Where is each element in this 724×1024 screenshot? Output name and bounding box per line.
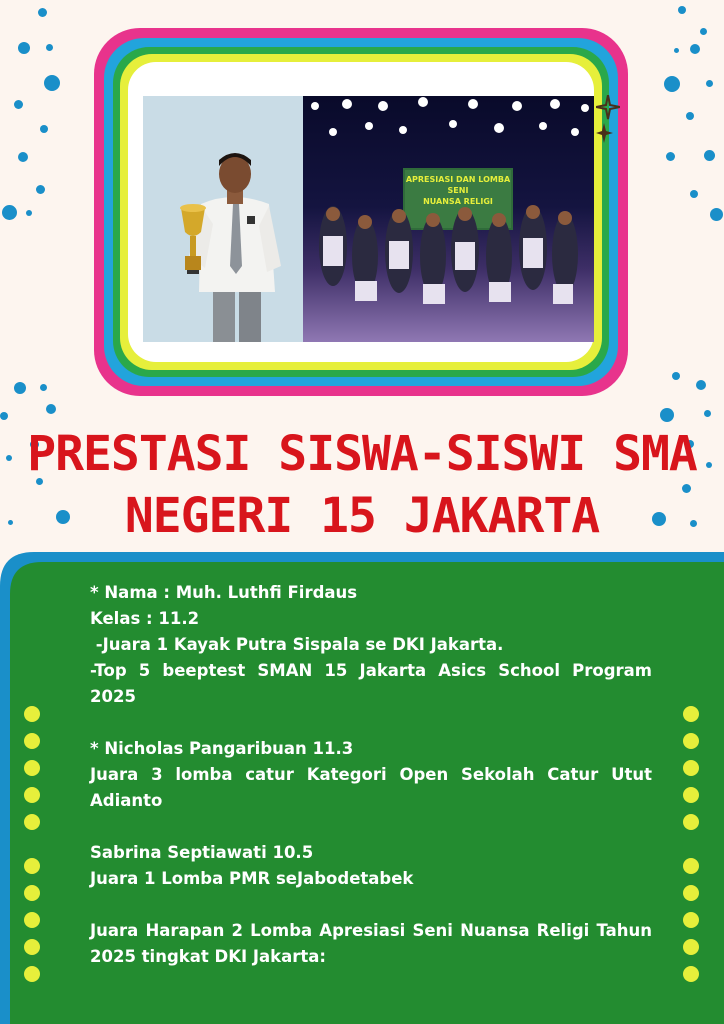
decor-dot <box>674 48 679 53</box>
decor-dot <box>686 112 694 120</box>
student-1-achievement-1: -Juara 1 Kayak Putra Sispala se DKI Jakarta. <box>90 635 504 654</box>
student-3-name: Sabrina Septiawati 10.5 <box>90 843 314 862</box>
decor-dot <box>710 208 723 221</box>
decor-dot <box>18 42 30 54</box>
student-trophy-photo <box>143 96 303 342</box>
stage-banner-line1: APRESIASI DAN LOMBA SENI <box>405 175 511 195</box>
decor-yellow-dot <box>683 885 699 901</box>
decor-dot <box>18 152 28 162</box>
stage-banner-line2: NUANSA RELIGI <box>423 197 493 206</box>
decor-dot <box>2 205 17 220</box>
student-1-achievement-2: -Top 5 beeptest SMAN 15 Jakarta Asics School Program 2025 <box>90 661 652 706</box>
decor-yellow-dot <box>683 706 699 722</box>
sparkle-icon <box>596 95 620 145</box>
decor-yellow-dot <box>24 966 40 982</box>
decor-dot <box>46 404 56 414</box>
decor-yellow-dot <box>24 760 40 776</box>
decor-dot <box>690 190 698 198</box>
decor-yellow-dot <box>683 939 699 955</box>
decor-yellow-dot <box>683 733 699 749</box>
decor-dot <box>664 76 680 92</box>
decor-yellow-dot <box>683 858 699 874</box>
stage-banner <box>403 174 513 207</box>
decor-dot <box>678 6 686 14</box>
page-title-line2: NEGERI 15 JAKARTA <box>124 488 600 544</box>
student-2-achievement-1: Juara 3 lomba catur Kategori Open Sekolah Catur Utut Adianto <box>90 765 652 810</box>
decor-yellow-dot <box>24 885 40 901</box>
student-2-name: * Nicholas Pangaribuan 11.3 <box>90 739 354 758</box>
decor-dot <box>40 125 48 133</box>
decor-dot <box>706 80 713 87</box>
student-1-class: Kelas : 11.2 <box>90 609 200 628</box>
decor-dot <box>690 44 700 54</box>
decor-dot <box>0 412 8 420</box>
student-figure-illustration <box>143 96 303 342</box>
decor-dot <box>36 185 45 194</box>
decor-yellow-dot <box>24 814 40 830</box>
decor-dot <box>14 100 23 109</box>
student-1-name: * Nama : Muh. Luthfi Firdaus <box>90 583 358 602</box>
page-title-line1: PRESTASI SISWA-SISWI SMA <box>27 426 697 482</box>
decor-dot <box>14 382 26 394</box>
group-stage-photo <box>303 96 594 342</box>
decor-dot <box>666 152 675 161</box>
decor-yellow-dot <box>24 912 40 928</box>
decor-yellow-dot <box>683 966 699 982</box>
stage-lights-illustration <box>303 96 594 342</box>
decor-yellow-dot <box>24 858 40 874</box>
decor-yellow-dot <box>683 912 699 928</box>
student-3-achievement-1: Juara 1 Lomba PMR seJabodetabek <box>90 869 414 888</box>
decor-dot <box>704 410 711 417</box>
decor-yellow-dot <box>24 733 40 749</box>
decor-dot <box>704 150 715 161</box>
decor-dot <box>700 28 707 35</box>
decor-yellow-dot <box>24 939 40 955</box>
decor-yellow-dot <box>683 814 699 830</box>
decor-dot <box>672 372 680 380</box>
decor-dot <box>44 75 60 91</box>
group-achievement: Juara Harapan 2 Lomba Apresiasi Seni Nuansa Religi Tahun 2025 tingkat DKI Jakarta: <box>90 921 652 966</box>
decor-yellow-dot <box>683 760 699 776</box>
achievements-list <box>90 580 652 970</box>
decor-dot <box>40 384 47 391</box>
decor-yellow-dot <box>24 787 40 803</box>
decor-yellow-dot <box>24 706 40 722</box>
decor-dot <box>26 210 32 216</box>
decor-dot <box>46 44 53 51</box>
decor-dot <box>660 408 674 422</box>
decor-dot <box>696 380 706 390</box>
decor-yellow-dot <box>683 787 699 803</box>
decor-dot <box>38 8 47 17</box>
